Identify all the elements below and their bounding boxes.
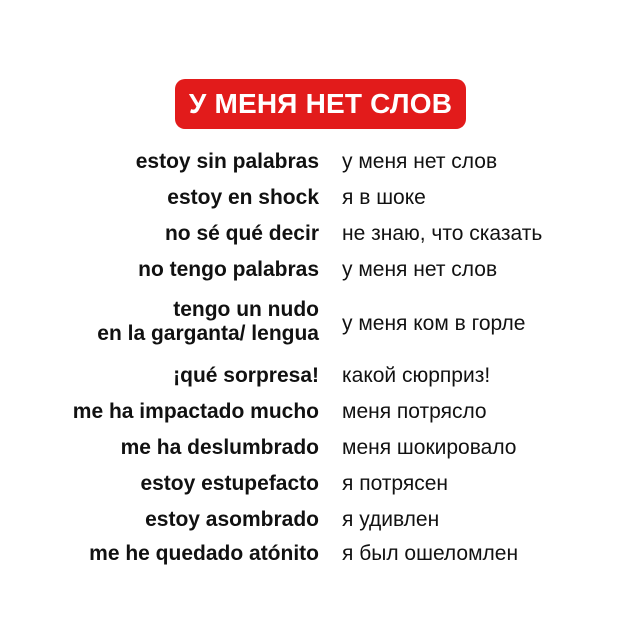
spanish-phrase — [97, 298, 319, 346]
russian-translation: меня шокировало — [342, 436, 517, 459]
spanish-phrase: estoy sin palabras — [135, 150, 319, 173]
russian-translation: у меня нет слов — [342, 150, 498, 173]
russian-translation: не знаю, что сказать — [342, 222, 543, 245]
spanish-phrase-line: en la garganta/ lengua — [97, 322, 319, 345]
spanish-phrase: me ha impactado mucho — [72, 400, 319, 423]
spanish-phrase: no tengo palabras — [138, 258, 319, 281]
page-title: У МЕНЯ НЕТ СЛОВ — [188, 88, 453, 119]
spanish-phrase: estoy asombrado — [145, 508, 319, 531]
russian-translation: у меня нет слов — [342, 258, 498, 281]
spanish-phrase: ¡qué sorpresa! — [173, 364, 319, 387]
russian-translation: я в шоке — [342, 186, 426, 209]
spanish-phrase-line: tengo un nudo — [173, 298, 319, 321]
russian-translation: какой сюрприз! — [342, 364, 491, 387]
russian-translation: я потрясен — [342, 472, 449, 495]
spanish-phrase: me he quedado atónito — [89, 542, 319, 565]
russian-translation: меня потрясло — [342, 400, 487, 423]
spanish-phrase: estoy estupefacto — [140, 472, 319, 495]
title-badge — [175, 79, 466, 129]
russian-translation: у меня ком в горле — [342, 312, 526, 335]
spanish-phrase: me ha deslumbrado — [120, 436, 319, 459]
russian-translation: я удивлен — [342, 508, 440, 531]
russian-translation: я был ошеломлен — [342, 542, 519, 565]
spanish-phrase: no sé qué decir — [164, 222, 319, 245]
spanish-phrase: estoy en shock — [167, 186, 319, 209]
